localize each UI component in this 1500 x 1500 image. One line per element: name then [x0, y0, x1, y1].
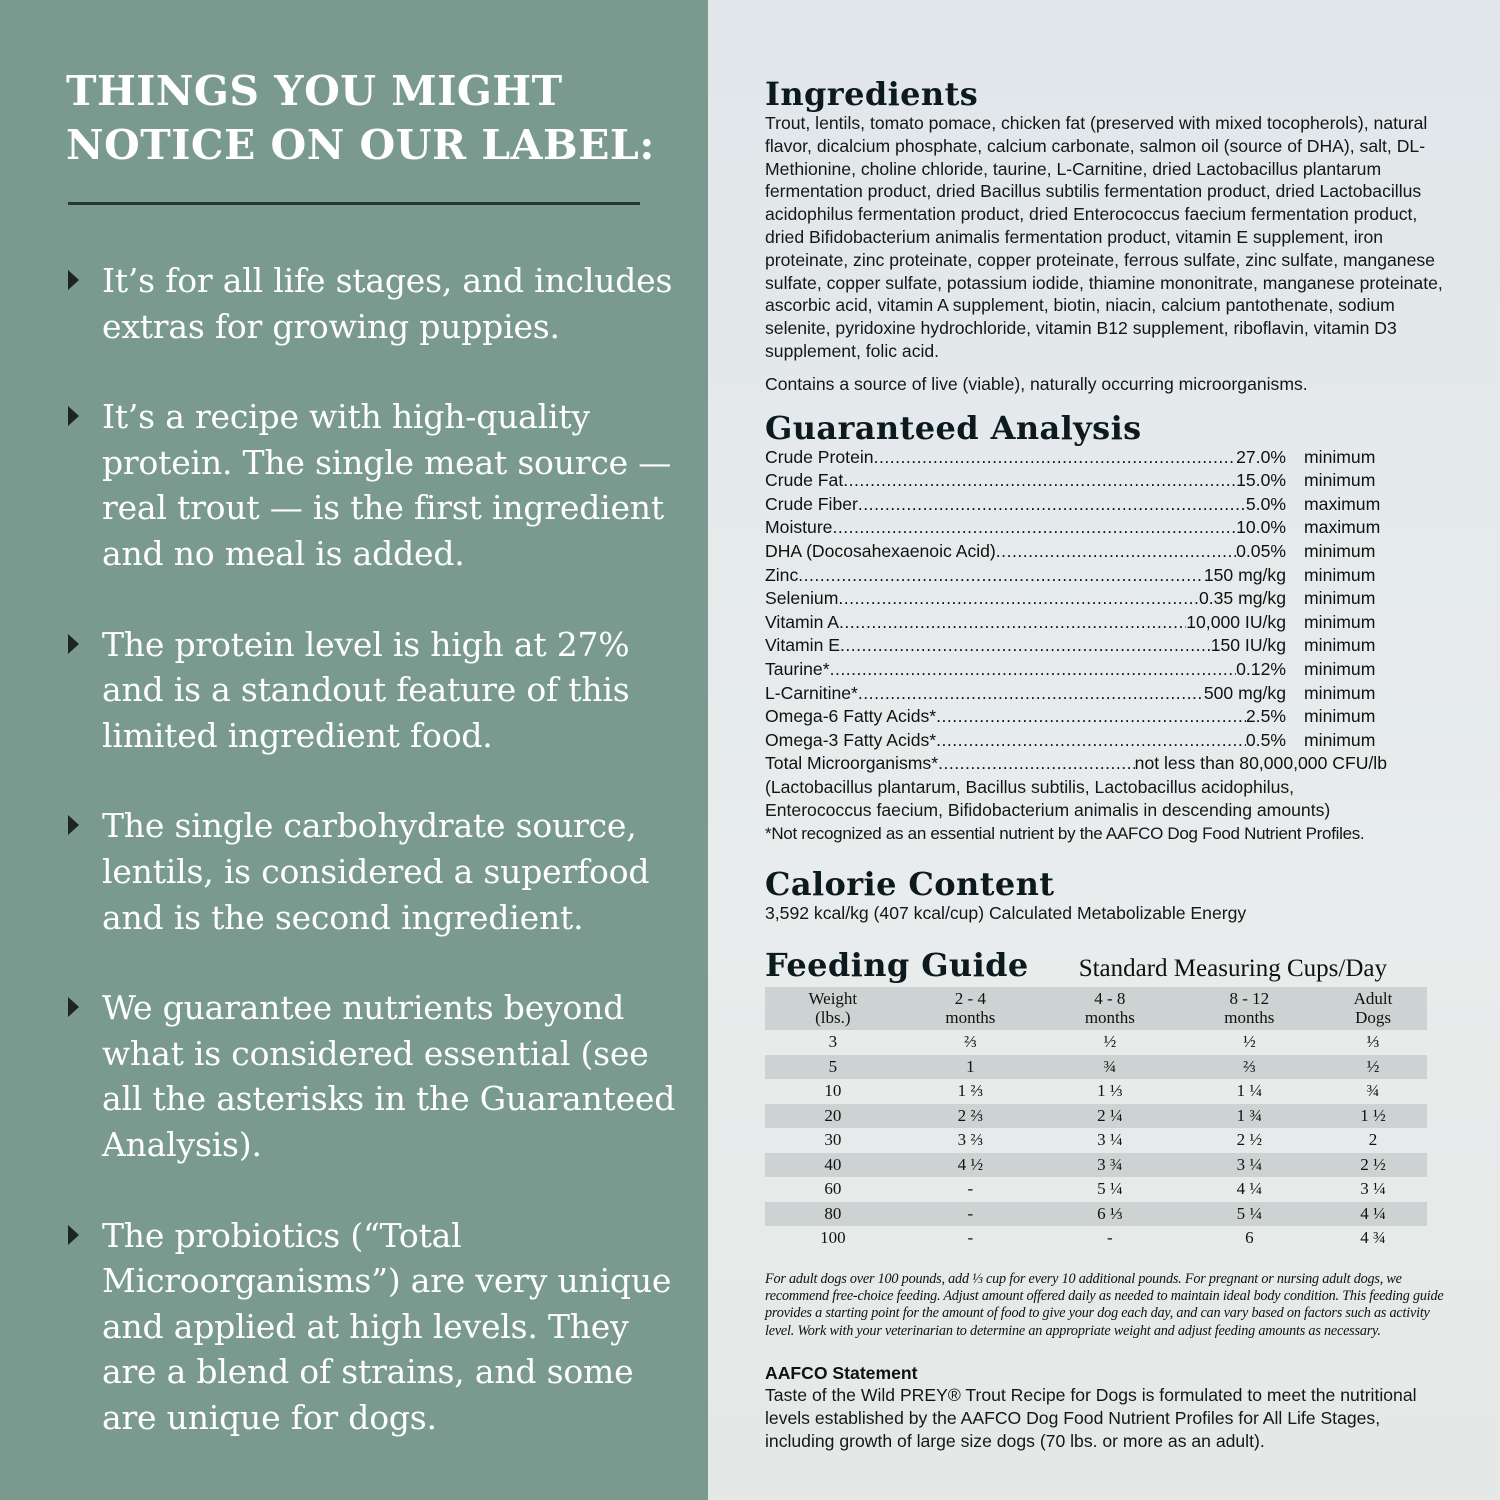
table-cell: 20	[765, 1104, 901, 1129]
analysis-row	[765, 587, 1445, 611]
table-cell: 1 ¾	[1180, 1104, 1319, 1129]
table-cell: 2 ½	[1236, 1130, 1263, 1150]
nutrient-qualifier: minimum	[1304, 706, 1376, 727]
table-row	[765, 1030, 1427, 1055]
table-cell: ½	[1103, 1032, 1117, 1052]
calorie-content-text: 3,592 kcal/kg (407 kcal/cup) Calculated Metabolizable Energy	[765, 903, 1247, 924]
table-cell: 4 ½	[901, 1153, 1040, 1178]
guaranteed-analysis-heading: Guaranteed Analysis	[765, 408, 1142, 447]
title-divider	[68, 202, 640, 205]
dot-leader	[830, 658, 1237, 682]
analysis-row	[765, 705, 1445, 729]
triangle-bullet-icon	[68, 406, 79, 426]
nutrient-name: Vitamin A	[765, 611, 839, 632]
analysis-row	[765, 634, 1445, 658]
feeding-guide-heading: Feeding Guide	[765, 946, 1029, 985]
table-cell: -	[901, 1202, 1040, 1227]
table-cell: ⅔	[1180, 1055, 1319, 1080]
triangle-bullet-icon	[68, 270, 79, 290]
table-cell: 3 ¼	[1180, 1153, 1319, 1178]
dot-leader	[938, 752, 1135, 776]
nutrient-value: 15.0%	[1236, 470, 1286, 491]
analysis-row	[765, 682, 1445, 706]
table-cell: 3 ⅔	[957, 1130, 984, 1150]
analysis-footnote: *Not recognized as an essential nutrient by the AAFCO Dog Food Nutrient Profiles.	[765, 824, 1365, 844]
nutrient-name: Total Microorganisms*	[765, 753, 939, 774]
nutrient-name: Crude Protein	[765, 446, 874, 467]
aafco-statement-heading: AAFCO Statement	[765, 1363, 918, 1384]
table-row	[765, 1104, 1427, 1129]
dot-leader	[858, 682, 1204, 706]
nutrient-value: 150 IU/kg	[1210, 635, 1286, 656]
table-cell: ¾	[1040, 1055, 1179, 1080]
table-cell: 2 ¼	[1040, 1104, 1179, 1129]
table-cell: 2 ½	[1319, 1153, 1427, 1178]
analysis-row	[765, 469, 1445, 493]
dot-leader	[843, 469, 1236, 493]
column-header	[1319, 987, 1427, 1030]
nutrient-qualifier: minimum	[1304, 682, 1376, 703]
nutrient-qualifier: minimum	[1304, 658, 1376, 679]
table-cell: 1 ⅓	[1097, 1081, 1123, 1101]
table-cell: 1 ½	[1319, 1104, 1427, 1129]
analysis-row	[765, 493, 1445, 517]
table-cell: 1 ¼	[1236, 1081, 1263, 1101]
table-cell: 80	[765, 1202, 901, 1227]
analysis-list	[765, 446, 1445, 776]
table-cell: 3 ¼	[1097, 1130, 1123, 1150]
table-row	[765, 1153, 1427, 1178]
triangle-bullet-icon	[68, 634, 79, 654]
highlight-text: It’s a recipe with high-quality protein. The single meat source — real trout — is the first ingredient and no meal is added.	[102, 397, 672, 573]
column-header-line: (lbs.)	[815, 1008, 851, 1028]
nutrient-value: 10.0%	[1236, 517, 1286, 538]
nutrient-qualifier: minimum	[1304, 470, 1376, 491]
table-cell: 1	[901, 1055, 1040, 1080]
highlight-item	[66, 622, 686, 759]
nutrient-name: Zinc	[765, 564, 799, 585]
table-header-row	[765, 987, 1427, 1030]
analysis-row	[765, 729, 1445, 753]
feeding-guide-table	[765, 987, 1427, 1251]
column-header-line: months	[945, 1008, 996, 1028]
triangle-bullet-icon	[68, 997, 79, 1017]
triangle-bullet-icon	[68, 815, 79, 835]
table-cell: ⅓	[1366, 1032, 1380, 1052]
highlight-text: We guarantee nutrients beyond what is considered essential (see all the asterisks in the Guaranteed Analysis).	[102, 988, 676, 1164]
ingredients-text: Trout, lentils, tomato pomace, chicken fat (preserved with mixed tocopherols), natural flavor, dicalcium phosphate, calcium carbonate, salmon oil (source of DHA), salt, DL-Methionine, choline chloride, taurine, L-Carnitine, dried Lactobacillus plantarum fermentation product, dried Bacillus subtilis fermentation product, dried Lactobacillus acidophilus fermentation product, dried Enterococcus faecium fermentation product, dried Bifidobacterium animalis fermentation product, vitamin E supplement, iron proteinate, zinc proteinate, copper proteinate, ferrous sulfate, zinc sulfate, manganese sulfate, copper sulfate, potassium iodide, thiamine mononitrate, manganese proteinate, ascorbic acid, vitamin A supplement, biotin, niacin, calcium pantothenate, sodium selenite, pyridoxine hydrochloride, vitamin B12 supplement, riboflavin, vitamin D3 supplement, folic acid.	[765, 113, 1443, 361]
highlight-text: The protein level is high at 27% and is a standout feature of this limited ingredient food.	[102, 624, 630, 755]
column-header	[1180, 987, 1319, 1030]
analysis-row	[765, 540, 1445, 564]
dot-leader	[936, 729, 1246, 753]
nutrient-value: 0.12%	[1236, 658, 1286, 679]
nutrient-qualifier: minimum	[1304, 611, 1376, 632]
nutrient-name: L-Carnitine*	[765, 682, 858, 703]
highlight-text: It’s for all life stages, and includes extras for growing puppies.	[102, 261, 673, 346]
table-cell: -	[1107, 1228, 1113, 1248]
column-header-line: Adult	[1353, 989, 1393, 1009]
column-header	[901, 987, 1040, 1030]
table-row	[765, 1177, 1427, 1202]
product-label-panel	[708, 0, 1500, 1500]
table-cell: ¾	[1366, 1081, 1380, 1101]
dot-leader	[839, 611, 1186, 635]
panel-title: THINGS YOU MIGHT NOTICE ON OUR LABEL:	[66, 67, 655, 169]
analysis-row	[765, 658, 1445, 682]
column-header-line: 4 - 8	[1094, 989, 1126, 1009]
table-cell: -	[967, 1179, 974, 1199]
table-cell: 4 ¾	[1360, 1228, 1386, 1248]
column-header	[765, 987, 901, 1030]
table-cell: ⅔	[964, 1032, 977, 1052]
nutrient-qualifier: minimum	[1304, 729, 1376, 750]
highlight-item	[66, 258, 686, 349]
nutrient-qualifier: maximum	[1304, 493, 1381, 514]
dot-leader	[858, 493, 1246, 517]
nutrient-name: Omega-3 Fatty Acids*	[765, 729, 937, 750]
table-row	[765, 1128, 1427, 1153]
table-row	[765, 1202, 1427, 1227]
nutrient-qualifier: minimum	[1304, 635, 1376, 656]
table-cell: 1 ⅔	[957, 1081, 984, 1101]
column-header-line: months	[1224, 1008, 1275, 1028]
triangle-bullet-icon	[68, 1225, 79, 1245]
nutrient-value: 0.05%	[1236, 540, 1286, 561]
dot-leader	[874, 446, 1237, 470]
nutrient-qualifier: maximum	[1304, 517, 1381, 538]
analysis-row	[765, 516, 1445, 540]
microorganisms-note: Contains a source of live (viable), naturally occurring microorganisms.	[765, 373, 1308, 394]
nutrient-qualifier: minimum	[1304, 564, 1376, 585]
feeding-guide-subheading: Standard Measuring Cups/Day	[1078, 955, 1387, 983]
table-cell: 3 ¼	[1360, 1179, 1386, 1199]
table-row	[765, 1055, 1427, 1080]
nutrient-qualifier: minimum	[1304, 588, 1376, 609]
nutrient-value: 150 mg/kg	[1203, 564, 1286, 585]
nutrient-name: Moisture	[765, 517, 833, 538]
table-cell: 100	[820, 1228, 846, 1248]
nutrient-name: Taurine*	[765, 658, 830, 679]
table-cell: 40	[765, 1153, 901, 1178]
dot-leader	[840, 634, 1211, 658]
dot-leader	[832, 516, 1236, 540]
nutrient-value: 500 mg/kg	[1203, 682, 1286, 703]
label-highlights-panel	[0, 0, 708, 1500]
table-cell: 3	[828, 1032, 838, 1052]
microorganisms-detail: (Lactobacillus plantarum, Bacillus subtilis, Lactobacillus acidophilus, Enterococcus faecium, Bifidobacterium animalis in descending amounts)	[765, 776, 1331, 820]
table-cell: -	[967, 1228, 974, 1248]
nutrient-qualifier: minimum	[1304, 540, 1376, 561]
calorie-content-heading: Calorie Content	[765, 865, 1055, 904]
nutrient-name: Omega-6 Fatty Acids*	[765, 706, 937, 727]
nutrient-value: 5.0%	[1245, 493, 1286, 514]
table-cell: 2	[1368, 1130, 1378, 1150]
dot-leader	[996, 540, 1236, 564]
table-cell: 4 ¼	[1319, 1202, 1427, 1227]
nutrient-value: 27.0%	[1236, 446, 1286, 467]
dot-leader	[936, 705, 1246, 729]
nutrient-name: Crude Fat	[765, 470, 844, 491]
column-header	[1040, 987, 1179, 1030]
table-cell: 10	[824, 1081, 842, 1101]
nutrient-value: 2.5%	[1245, 706, 1286, 727]
dot-leader	[838, 587, 1199, 611]
highlight-item	[66, 1213, 686, 1441]
analysis-row-microorganisms	[765, 752, 1387, 776]
nutrient-name: Vitamin E	[765, 635, 840, 656]
nutrient-name: Crude Fiber	[765, 493, 858, 514]
highlight-text: The single carbohydrate source, lentils, is considered a superfood and is the second ingredient.	[102, 806, 650, 937]
column-header-line: 8 - 12	[1229, 989, 1270, 1009]
highlight-item	[66, 803, 686, 940]
table-cell: 4 ¼	[1236, 1179, 1263, 1199]
table-cell: ½	[1319, 1055, 1427, 1080]
table-cell: 6 ⅓	[1040, 1202, 1179, 1227]
table-cell: 6	[1245, 1228, 1254, 1248]
analysis-row	[765, 446, 1445, 470]
highlight-item	[66, 985, 686, 1167]
column-header-line: Weight	[808, 989, 858, 1009]
dot-leader	[798, 564, 1204, 588]
highlights-list	[66, 258, 686, 1485]
highlight-item	[66, 394, 686, 576]
nutrient-value: not less than 80,000,000 CFU/lb	[1134, 753, 1387, 774]
table-cell: 5 ¼	[1097, 1179, 1123, 1199]
feeding-guide-note: For adult dogs over 100 pounds, add ⅓ cup for every 10 additional pounds. For pregnant or nursing adult dogs, we recommend free-choice feeding. Adjust amount offered daily as needed to maintain ideal body condition. This feeding guide provides a starting point for the amount of food to give your dog each day, and can vary based on factors such as activity level. Work with your veterinarian to determine an appropriate weight and adjust feeding amounts as necessary.	[765, 1270, 1444, 1339]
column-header-line: Dogs	[1355, 1008, 1391, 1028]
table-cell: 5	[765, 1055, 901, 1080]
analysis-row	[765, 611, 1445, 635]
table-row	[765, 1226, 1427, 1251]
table-cell: 60	[824, 1179, 842, 1199]
table-row	[765, 1079, 1427, 1104]
nutrient-value: 0.35 mg/kg	[1198, 588, 1286, 609]
nutrient-value: 10,000 IU/kg	[1186, 611, 1286, 632]
ingredients-heading: Ingredients	[765, 75, 979, 113]
nutrient-name: DHA (Docosahexaenoic Acid)	[765, 540, 996, 561]
table-cell: 5 ¼	[1180, 1202, 1319, 1227]
table-cell: 30	[824, 1130, 842, 1150]
nutrient-value: 0.5%	[1245, 729, 1286, 750]
feeding-guide-header	[765, 947, 1445, 983]
table-cell: 3 ¾	[1040, 1153, 1179, 1178]
column-header-line: 2 - 4	[954, 989, 986, 1009]
column-header-line: months	[1084, 1008, 1135, 1028]
aafco-statement-text: Taste of the Wild PREY® Trout Recipe for Dogs is formulated to meet the nutritional levels established by the AAFCO Dog Food Nutrient Profiles for All Life Stages, including growth of large size dogs (70 lbs. or more as an adult).	[765, 1385, 1417, 1451]
table-cell: ½	[1242, 1032, 1256, 1052]
highlight-text: The probiotics (“Total Microorganisms”) are very unique and applied at high levels. They are a blend of strains, and some are unique for dogs.	[102, 1215, 672, 1437]
nutrient-qualifier: minimum	[1304, 446, 1376, 467]
nutrient-name: Selenium	[765, 588, 839, 609]
table-cell: 2 ⅔	[901, 1104, 1040, 1129]
analysis-row	[765, 564, 1445, 588]
